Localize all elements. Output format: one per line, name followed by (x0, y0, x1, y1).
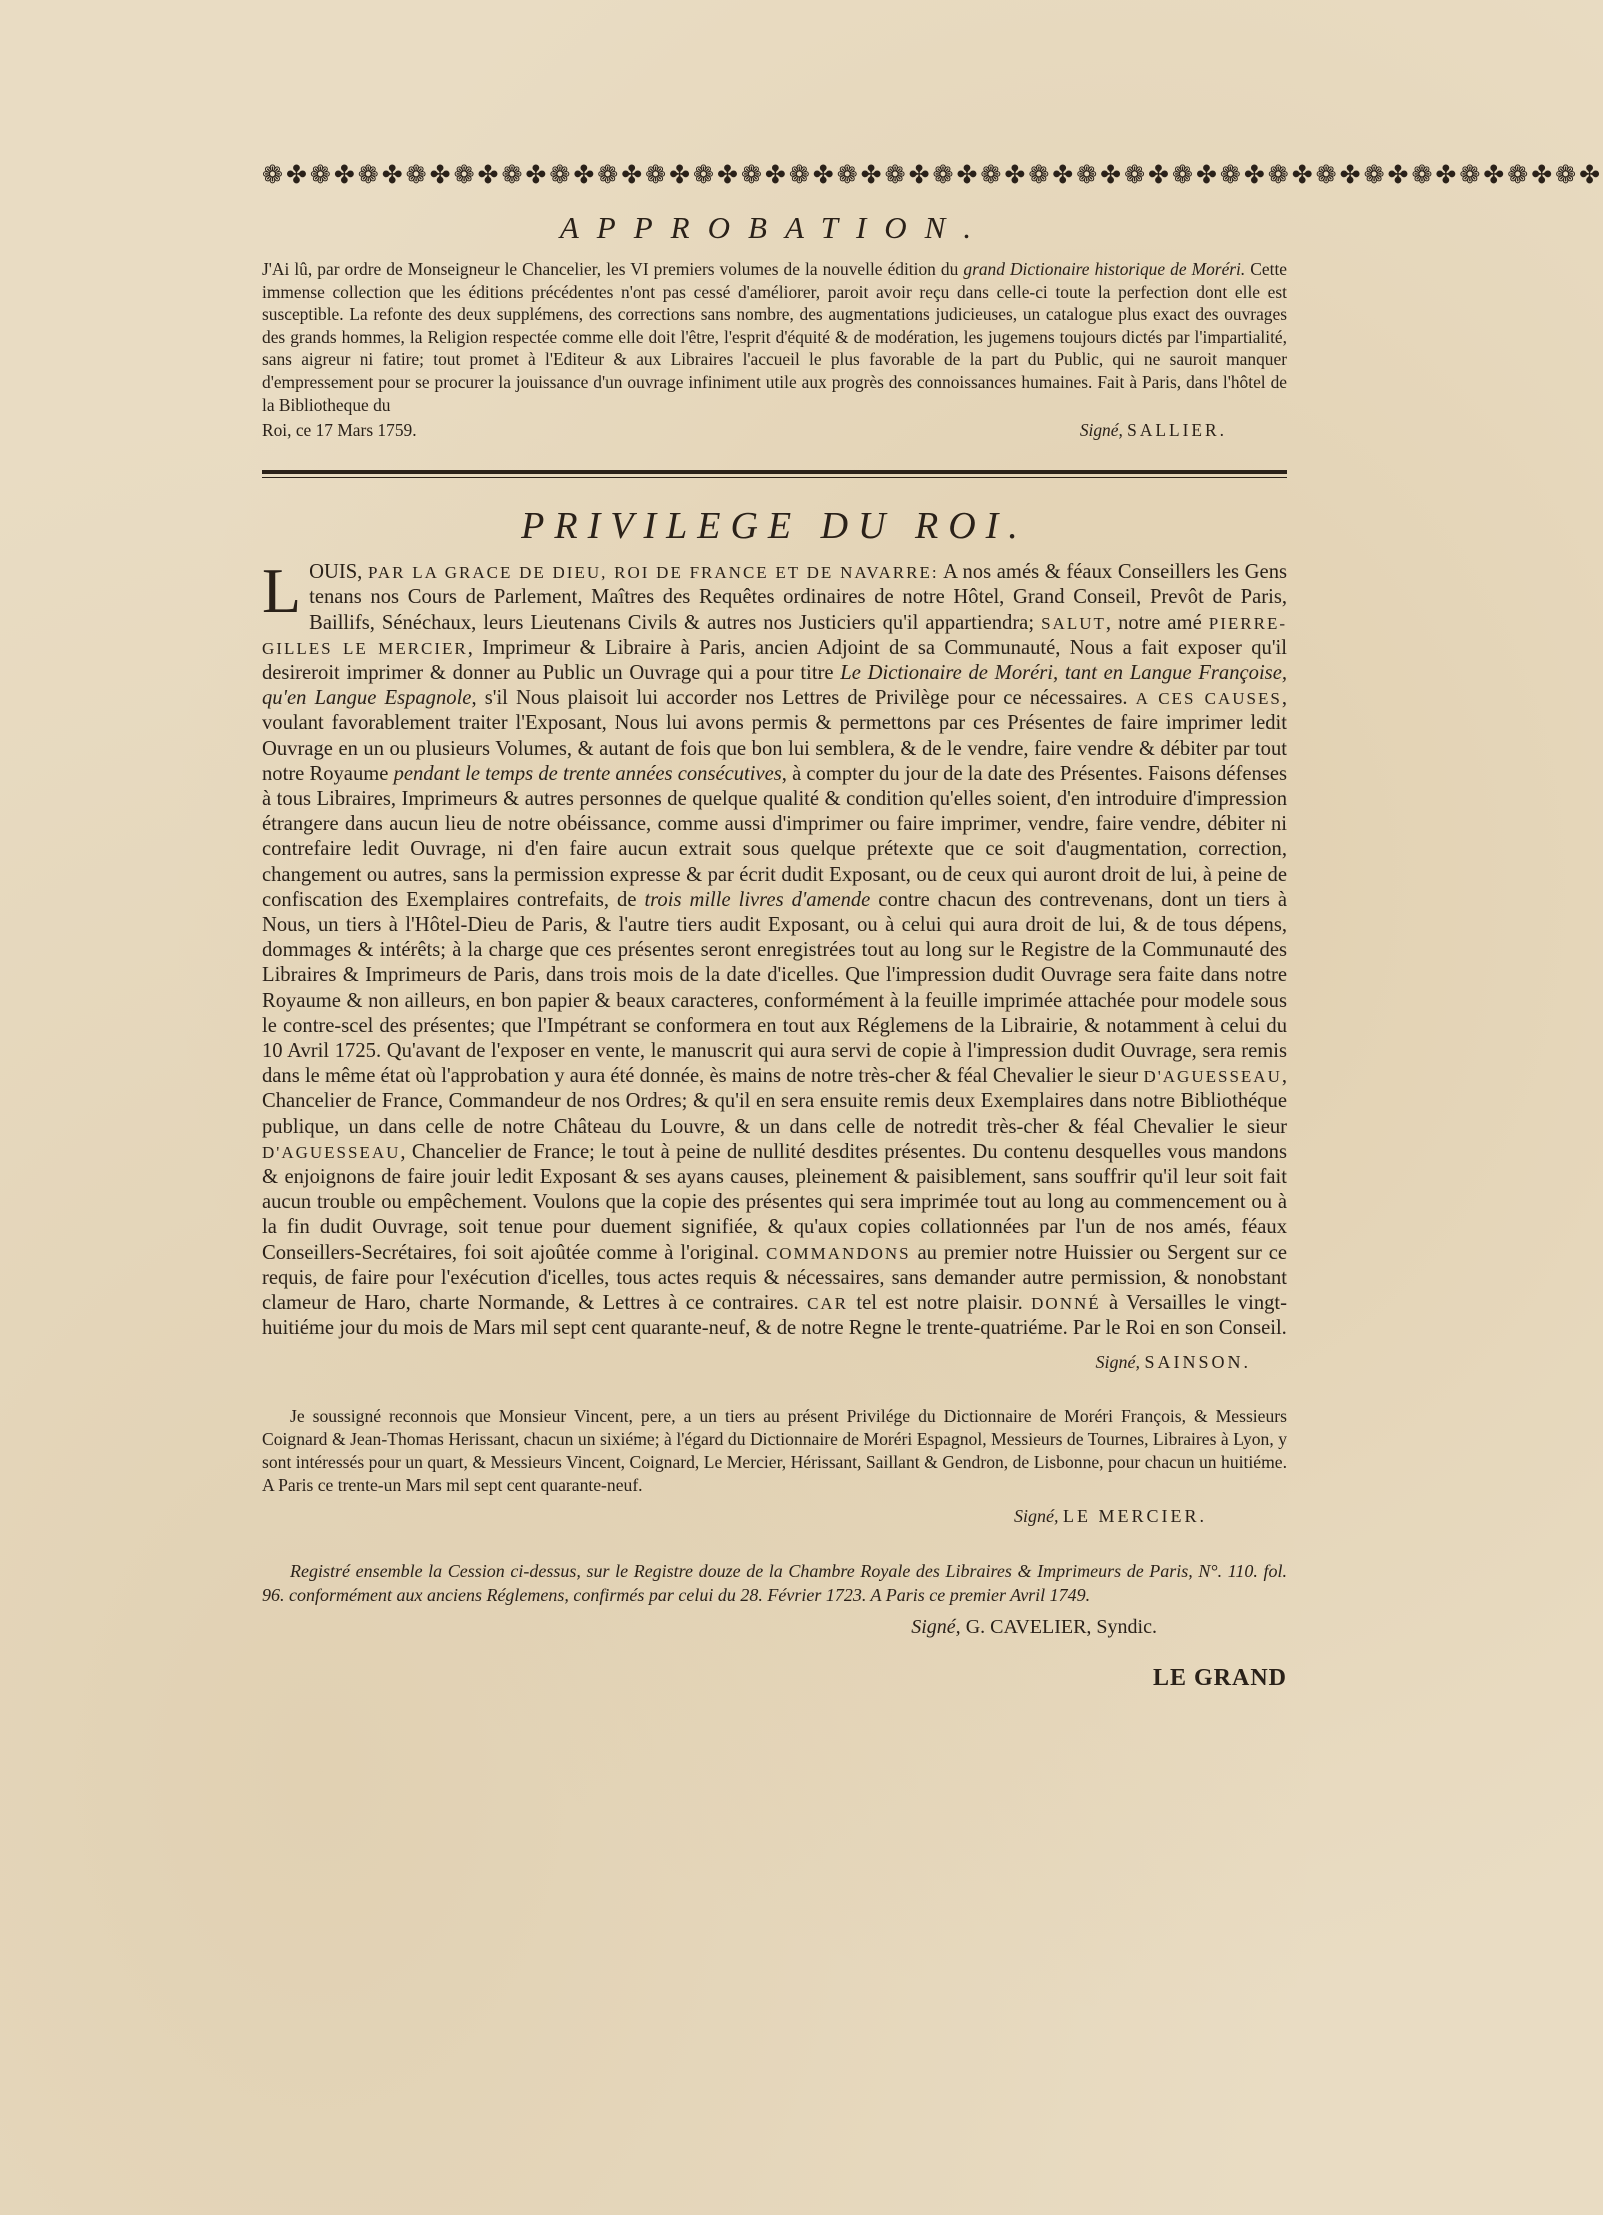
registration-note: Registré ensemble la Cession ci-dessus, sur le Registre douze de la Chambre Royale des Libraires & Imprimeurs de Paris, N°. 110. fol. 96. conformément aux anciens Réglemens, confirmés par celui du 28. Février 1723. A Paris ce premier Avril 1749. (262, 1561, 1287, 1606)
approbation-signature (1080, 418, 1227, 442)
registration-signature (262, 1613, 1157, 1641)
privilege-text: , voulant favorablement traiter l'Exposant, Nous lui avons permis & permettons par ces Présentes de faire imprimer ledit Ouvrage en un ou plusieurs Volumes, & autant de fois que bon lui semblera, & de le vendre, faire vendre & débiter par tout notre Royaume (262, 687, 1287, 785)
privilege-italic: trois mille livres d'amende (644, 888, 871, 911)
privilege-text: , Chancelier de France, Commandeur de nos Ordres; & qu'il en sera ensuite remis deux Exemplaires dans notre Bibliothéque publique, un dans celle de notre Château du Louvre, & un dans celle de notredit très-cher & féal Chevalier le sieur (262, 1065, 1287, 1138)
privilege-text: contre chacun des contrevenans, dont un tiers à Nous, un tiers à l'Hôtel-Dieu de Paris, & l'autre tiers audit Exposant, ou à celui qui aura droit de lui, & de tous dépens, dommages & intérêts; à la charge que ces présentes seront enregistrées tout au long sur le Registre de la Communauté des Libraires & Imprimeurs de Paris, dans trois mois de la date d'icelles. Que l'impression dudit Ouvrage sera faite dans notre Royaume & non ailleurs, en bon papier & beaux caracteres, conformément à la feuille imprimée attachée pour modele sous le contre-scel des présentes; que l'Impétrant se conformera en tout aux Réglemens de la Librairie, & notamment à celui du 10 Avril 1725. Qu'avant de l'exposer en vente, le manuscrit qui aura servi de copie à l'impression dudit Ouvrage, sera remis dans le même état où l'approbation y aura été donnée, ès mains de notre très-cher & féal Chevalier le sieur (262, 888, 1288, 1088)
cession-note: Je soussigné reconnois que Monsieur Vincent, pere, a un tiers au présent Privilége du Dictionnaire de Moréri François, & Messieurs Coignard & Jean-Thomas Herissant, chacun un sixiéme; à l'égard du Dictionnaire de Moréri Espagnol, Messieurs de Tournes, Libraires à Lyon, y sont intéressés pour un quart, & Messieurs Vincent, Coignard, Le Mercier, Hérissant, Saillant & Gendron, de Lisbonne, pour chacun un huitiéme. A Paris ce trente-un Mars mil sept cent quarante-neuf. (262, 1406, 1287, 1496)
privilege-smallcaps: COMMANDONS (765, 1243, 911, 1263)
privilege-text: tel est notre plaisir. (848, 1292, 1032, 1315)
privilege-signer: SAINSON. (1144, 1352, 1251, 1373)
privilege-text: A nos amés & féaux Conseillers les Gens tenans nos Cours de Parlement, Maîtres des Requêtes ordinaires de notre Hôtel, Grand Conseil, Prevôt de Paris, Baillifs, Sénéchaux, leurs Lieutenans Civils & autres nos Justiciers qu'il appartiendra; (309, 561, 1288, 634)
privilege-smallcaps: DONNÉ (1031, 1294, 1101, 1314)
privilege-text: au premier notre Huissier ou Sergent sur ce requis, de faire pour l'exécution d'icelles, tous actes requis & nécessaires, sans demander autre permission, & nonobstant clameur de Haro, charte Normande, & Lettres à ce contraires. (262, 1241, 1287, 1315)
privilege-text: OUIS, (309, 561, 368, 584)
approbation-signer: SALLIER. (1127, 420, 1227, 441)
section-rule (262, 470, 1287, 478)
privilege-text: , à compter du jour de la date des Présentes. Faisons défenses à tous Libraires, Imprimeurs & autres personnes de quelque qualité & condition qu'elles soient, d'en introduire d'impression étrangere dans aucun lieu de notre obéissance, comme aussi d'imprimer ou faire imprimer, vendre, faire vendre, débiter ni contrefaire ledit Ouvrage, ni d'en faire aucun extrait sous quelque prétexte que ce soit d'augmentation, correction, changement ou autres, sans la permission expresse & par écrit dudit Exposant, ou de ceux qui auront droit de lui, à peine de confiscation des Exemplaires contrefaits, de (262, 762, 1287, 911)
approbation-italic-title: grand Dictionaire historique de Moréri. (963, 259, 1246, 279)
approbation-body (262, 258, 1287, 416)
approbation-title: APPROBATION. (559, 210, 990, 245)
note-signer: LE MERCIER. (1063, 1506, 1207, 1527)
privilege-text: , s'il Nous plaisoit lui accorder nos Lettres de Privilège pour ce nécessaires. (471, 687, 1136, 710)
approbation-text-2: Cette immense collection que les éditions précédentes n'ont pas cessé d'améliorer, paroit avoir reçu dans celle-ci toute la perfection dont elle est susceptible. La refonte des deux supplémens, des corrections sans nombre, des augmentations judicieuses, un catalogue plus exact des ouvrages des grands hommes, la Religion respectée comme elle doit l'être, l'esprit d'équité & de modération, les jugemens toujours dictés par l'impartialité, sans aigreur ni fatire; tout promet à l'Editeur & aux Libraires l'accueil le plus favorable de la part du Public, qui ne sauroit manquer d'empressement pour se procurer la jouissance d'un ouvrage infiniment utile aux progrès des connoissances humaines. Fait à Paris, dans l'hôtel de la Bibliotheque du (262, 259, 1288, 415)
privilege-text: , Chancelier de France; le tout à peine de nullité desdites présentes. Du contenu desquelles vous mandons & enjoignons de faire jouir ledit Exposant & ses ayans causes, pleinement & paisiblement, sans souffrir qu'il leur soit fait aucun trouble ou empêchement. Voulons que la copie des présentes qui sera imprimée tout au long au commencement ou à la fin dudit Ouvrage, soit tenue pour duement signifiée, & qu'aux copies collationnées par l'un de nos amés, féaux Conseillers-Secrétaires, foi soit ajoûtée comme à l'original. (262, 1140, 1287, 1264)
approbation-date: Roi, ce 17 Mars 1759. (262, 420, 417, 441)
privilege-signature (262, 1349, 1251, 1375)
registration-signer: G. CAVELIER, Syndic. (965, 1616, 1157, 1639)
approbation-text-1: J'Ai lû, par ordre de Monseigneur le Chancelier, les VI premiers volumes de la nouvelle édition du (262, 259, 964, 279)
privilege-text: à Versailles le vingt-huitiéme jour du mois de Mars mil sept cent quarante-neuf, & de notre Regne le trente-quatriéme. Par le Roi en son Conseil. (262, 1292, 1287, 1340)
privilege-italic: pendant le temps de trente années consécutives (393, 762, 782, 785)
privilege-text: , Imprimeur & Libraire à Paris, ancien Adjoint de sa Communauté, Nous a fait exposer qu'il desireroit imprimer & donner au Public un Ouvrage qui a pour titre (262, 636, 1287, 684)
privilege-smallcaps: PAR LA GRACE DE DIEU, ROI DE FRANCE ET DE NAVARRE: (367, 563, 939, 583)
drop-cap: L (262, 555, 302, 627)
signed-label: Signé, (1095, 1352, 1140, 1373)
privilege-smallcaps: SALUT (1041, 613, 1106, 633)
privilege-text: , notre amé (1105, 611, 1209, 634)
catchword: LE GRAND (1152, 1665, 1287, 1692)
privilege-smallcaps: D'AGUESSEAU (262, 1142, 401, 1162)
privilege-italic: Le Dictionaire de Moréri, tant en Langue Françoise, qu'en Langue Espagnole (262, 661, 1287, 710)
ornament-border: ❁✤❁✤❁✤❁✤❁✤❁✤❁✤❁✤❁✤❁✤❁✤❁✤❁✤❁✤❁✤❁✤❁✤❁✤❁✤❁✤❁✤❁✤❁✤❁✤❁✤❁✤❁✤❁✤ (262, 162, 1603, 189)
privilege-smallcaps: D'AGUESSEAU (1143, 1067, 1282, 1087)
note-signature (262, 1503, 1207, 1529)
privilege-body (262, 555, 1288, 1341)
signed-label: Signé, (1079, 420, 1123, 441)
privilege-title: PRIVILEGE DU ROI. (521, 505, 1028, 548)
privilege-smallcaps: CAR (807, 1294, 849, 1314)
approbation-signature-row (262, 418, 1287, 442)
document-page (262, 160, 1603, 1693)
privilege-smallcaps: PIERRE-GILLES LE MERCIER (262, 613, 1287, 658)
signed-label: Signé, (1014, 1506, 1059, 1527)
privilege-smallcaps: A CES CAUSES (1135, 689, 1282, 709)
signed-label: Signé, (911, 1616, 961, 1639)
